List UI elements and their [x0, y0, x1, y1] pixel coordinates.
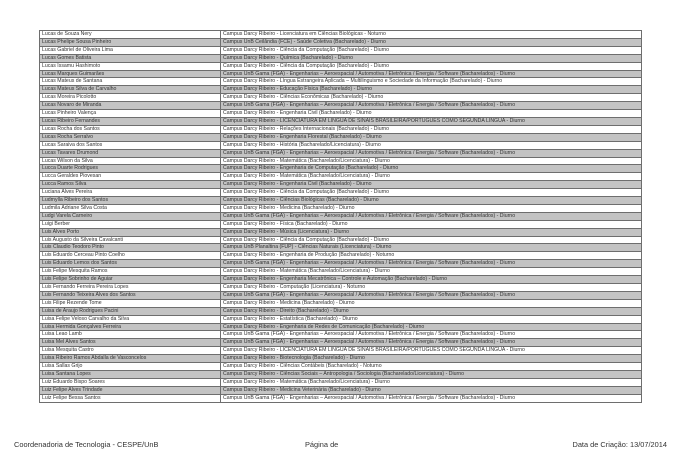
course-cell: Campus UnB Gama (FGA) - Engenharias – Aeroespacial / Automotiva / Eletrônica / Energia / Software (Bacharelados) - Diurno: [221, 260, 642, 268]
course-cell: Campus Darcy Ribeiro - LICENCIATURA EM LÍNGUA DE SINAIS BRASILEIRA/PORTUGUÊS COMO SEGUNDA LÍNGUA - Diurno: [221, 347, 642, 355]
candidate-name-cell: Lucca Duarte Rodrigues: [40, 165, 221, 173]
candidate-name-cell: Lucas Rocha Serralvo: [40, 133, 221, 141]
course-cell: Campus Darcy Ribeiro - Ciência da Computação (Bacharelado) - Diurno: [221, 46, 642, 54]
course-cell: Campus UnB Gama (FGA) - Engenharias – Aeroespacial / Automotiva / Eletrônica / Energia / Software (Bacharelados) - Diurno: [221, 339, 642, 347]
table-row: [40, 386, 642, 394]
course-cell: Campus Darcy Ribeiro - Engenharia de Computação (Bacharelado) - Diurno: [221, 165, 642, 173]
table-row: [40, 125, 642, 133]
candidate-name-cell: Luisa Felipe Veloso Carvalho da Silva: [40, 315, 221, 323]
table-row: [40, 157, 642, 165]
candidate-name-cell: Lucas Gomes Batista: [40, 54, 221, 62]
course-cell: Campus UnB Gama (FGA) - Engenharias – Aeroespacial / Automotiva / Eletrônica / Energia / Software (Bacharelados) - Diurno: [221, 102, 642, 110]
candidate-name-cell: Lucas Rocha dos Santos: [40, 125, 221, 133]
candidate-name-cell: Luiz Felipe Alves Trindade: [40, 386, 221, 394]
candidate-name-cell: Lucas de Souza Nery: [40, 31, 221, 39]
course-cell: Campus UnB Gama (FGA) - Engenharias – Aeroespacial / Automotiva / Eletrônica / Energia / Software (Bacharelados) - Diurno: [221, 291, 642, 299]
table-row: [40, 363, 642, 371]
table-row: [40, 394, 642, 402]
candidate-name-cell: Luciana Alves Pereira: [40, 189, 221, 197]
table-row: [40, 70, 642, 78]
candidate-name-cell: Lucas Wilson da Silva: [40, 157, 221, 165]
course-cell: Campus Darcy Ribeiro - Ciências Sociais – Antropologia / Sociologia (Bacharelado/Licenciatura) - Diurno: [221, 370, 642, 378]
table-row: [40, 284, 642, 292]
table-row: [40, 102, 642, 110]
course-cell: Campus Darcy Ribeiro - Licenciatura em Ciências Biológicas - Noturno: [221, 31, 642, 39]
course-cell: Campus Darcy Ribeiro - História (Bacharelado/Licenciatura) - Diurno: [221, 141, 642, 149]
table-row: [40, 347, 642, 355]
table-row: [40, 31, 642, 39]
course-cell: Campus Darcy Ribeiro - Medicina (Bacharelado) - Diurno: [221, 299, 642, 307]
table-body: [40, 31, 642, 403]
course-cell: Campus UnB Ceilândia (FCE) - Saúde Coletiva (Bacharelado) - Diurno: [221, 38, 642, 46]
course-cell: Campus Darcy Ribeiro - Medicina Veterinária (Bacharelado) - Diurno: [221, 386, 642, 394]
course-cell: Campus Darcy Ribeiro - Engenharia Mecatrônica – Controle e Automação (Bacharelado) - Diurno: [221, 276, 642, 284]
candidate-name-cell: Luis Felipe Sobrinho de Aguiar: [40, 276, 221, 284]
table-row: [40, 181, 642, 189]
table-row: [40, 212, 642, 220]
course-cell: Campus Darcy Ribeiro - Direito (Bacharelado) - Diurno: [221, 307, 642, 315]
table-row: [40, 378, 642, 386]
table-row: [40, 117, 642, 125]
candidate-name-cell: Ludmila Adriane Silva Costa: [40, 204, 221, 212]
table-row: [40, 38, 642, 46]
candidate-name-cell: Lucca Ramos Silva: [40, 181, 221, 189]
candidate-name-cell: Luisa Hermida Gonçalves Ferreira: [40, 323, 221, 331]
course-cell: Campus Darcy Ribeiro - Engenharia Florestal (Bacharelado) - Diurno: [221, 133, 642, 141]
table-row: [40, 260, 642, 268]
course-cell: Campus UnB Gama (FGA) - Engenharias – Aeroespacial / Automotiva / Eletrônica / Energia / Software (Bacharelados) - Diurno: [221, 149, 642, 157]
table-row: [40, 339, 642, 347]
candidate-name-cell: Lucas Ribeiro Fernandes: [40, 117, 221, 125]
course-cell: Campus Darcy Ribeiro - Música (Licenciatura) - Diurno: [221, 228, 642, 236]
table-row: [40, 220, 642, 228]
course-cell: Campus Darcy Ribeiro - LICENCIATURA EM LÍNGUA DE SINAIS BRASILEIRA/PORTUGUÊS COMO SEGUNDA LÍNGUA - Diurno: [221, 117, 642, 125]
course-cell: Campus Darcy Ribeiro - Língua Estrangeira Aplicada – Multilinguismo e Sociedade da Informação (Bacharelado) - Diurno: [221, 78, 642, 86]
course-cell: Campus UnB Gama (FGA) - Engenharias – Aeroespacial / Automotiva / Eletrônica / Energia / Software (Bacharelados) - Diurno: [221, 331, 642, 339]
table-row: [40, 141, 642, 149]
course-cell: Campus Darcy Ribeiro - Estatística (Bacharelado) - Diurno: [221, 315, 642, 323]
table-row: [40, 62, 642, 70]
table-row: [40, 204, 642, 212]
candidate-name-cell: Luisa Santana Lopes: [40, 370, 221, 378]
course-cell: Campus Darcy Ribeiro - Biotecnologia (Bacharelado) - Diurno: [221, 355, 642, 363]
table-row: [40, 244, 642, 252]
course-cell: Campus Darcy Ribeiro - Ciências Econômicas (Bacharelado) - Diurno: [221, 94, 642, 102]
candidate-name-cell: Luis Eduardo Cerceau Pinto Coelho: [40, 252, 221, 260]
table-row: [40, 46, 642, 54]
table-row: [40, 291, 642, 299]
table-row: [40, 355, 642, 363]
course-cell: Campus Darcy Ribeiro - Física (Bacharelado) - Diurno: [221, 220, 642, 228]
course-cell: Campus Darcy Ribeiro - Engenharia de Produção (Bacharelado) - Noturno: [221, 252, 642, 260]
table-row: [40, 86, 642, 94]
course-cell: Campus Darcy Ribeiro - Medicina (Bacharelado) - Diurno: [221, 204, 642, 212]
table-row: [40, 78, 642, 86]
candidate-name-cell: Luis Filipe Rezende Tome: [40, 299, 221, 307]
course-cell: Campus Darcy Ribeiro - Química (Bacharelado) - Diurno: [221, 54, 642, 62]
candidate-name-cell: Luis Fernando Teixeira Alves dos Santos: [40, 291, 221, 299]
course-cell: Campus UnB Planaltina (FUP) - Ciências Naturais (Licenciatura) - Diurno: [221, 244, 642, 252]
candidate-name-cell: Luisa Sallas Grijo: [40, 363, 221, 371]
candidate-name-cell: Luis Fernando Ferreira Pereira Lopes: [40, 284, 221, 292]
footer-page-number: Página de: [305, 440, 339, 449]
candidate-name-cell: Lucas Novaro de Miranda: [40, 102, 221, 110]
candidate-name-cell: Luis Claudio Teodoro Pinto: [40, 244, 221, 252]
table-row: [40, 94, 642, 102]
candidate-name-cell: Luigi Berber: [40, 220, 221, 228]
candidate-name-cell: Lucca Geraldes Piovesan: [40, 173, 221, 181]
table-row: [40, 173, 642, 181]
candidate-name-cell: Luisa Ribeiro Ramos Abdalla de Vasconcelos: [40, 355, 221, 363]
course-cell: Campus Darcy Ribeiro - Matemática (Bacharelado/Licenciatura) - Diurno: [221, 378, 642, 386]
course-cell: Campus Darcy Ribeiro - Ciência da Computação (Bacharelado) - Diurno: [221, 189, 642, 197]
course-cell: Campus Darcy Ribeiro - Relações Internacionais (Bacharelado) - Diurno: [221, 125, 642, 133]
candidate-name-cell: Lucas Mateus Silva de Carvalho: [40, 86, 221, 94]
candidate-name-cell: Luisa Mesquita Castro: [40, 347, 221, 355]
course-cell: Campus Darcy Ribeiro - Educação Física (Bacharelado) - Diurno: [221, 86, 642, 94]
table-row: [40, 236, 642, 244]
course-cell: Campus Darcy Ribeiro - Engenharia de Redes de Comunicação (Bacharelado) - Diurno: [221, 323, 642, 331]
course-cell: Campus Darcy Ribeiro - Computação (Licenciatura) - Noturno: [221, 284, 642, 292]
candidate-name-cell: Luisa de Araujo Rodrigues Pacini: [40, 307, 221, 315]
course-cell: Campus UnB Gama (FGA) - Engenharias – Aeroespacial / Automotiva / Eletrônica / Energia / Software (Bacharelados) - Diurno: [221, 394, 642, 402]
candidate-name-cell: Luiz Eduardo Bispo Soares: [40, 378, 221, 386]
table-row: [40, 228, 642, 236]
candidate-name-cell: Lucas Pinheiro Valença: [40, 110, 221, 118]
candidate-name-cell: Luis Eduardo Lemos dos Santos: [40, 260, 221, 268]
candidate-name-cell: Luiz Felipe Bessa Santos: [40, 394, 221, 402]
table-row: [40, 133, 642, 141]
candidate-name-cell: Luis Felipe Mesquita Ramos: [40, 268, 221, 276]
course-cell: Campus Darcy Ribeiro - Engenharia Civil (Bacharelado) - Diurno: [221, 110, 642, 118]
table-row: [40, 307, 642, 315]
table-row: [40, 189, 642, 197]
table-row: [40, 149, 642, 157]
candidate-name-cell: Luis Alves Porto: [40, 228, 221, 236]
candidate-name-cell: Luis Augusto da Silveira Cavalcanti: [40, 236, 221, 244]
candidate-name-cell: Lucas Issamu Hashimoto: [40, 62, 221, 70]
course-cell: Campus UnB Gama (FGA) - Engenharias – Aeroespacial / Automotiva / Eletrônica / Energia / Software (Bacharelados) - Diurno: [221, 70, 642, 78]
candidate-name-cell: Lucas Gabriel de Oliveira Lima: [40, 46, 221, 54]
course-cell: Campus Darcy Ribeiro - Matemática (Bacharelado/Licenciatura) - Diurno: [221, 268, 642, 276]
table-row: [40, 315, 642, 323]
course-cell: Campus Darcy Ribeiro - Ciência da Computação (Bacharelado) - Diurno: [221, 62, 642, 70]
candidate-table: [39, 30, 642, 403]
course-cell: Campus Darcy Ribeiro - Ciência da Computação (Bacharelado) - Diurno: [221, 236, 642, 244]
course-cell: Campus UnB Gama (FGA) - Engenharias – Aeroespacial / Automotiva / Eletrônica / Energia / Software (Bacharelados) - Diurno: [221, 212, 642, 220]
table-row: [40, 331, 642, 339]
candidate-name-cell: Lucas Phelipe Sousa Pinheiro: [40, 38, 221, 46]
table-row: [40, 370, 642, 378]
table-row: [40, 54, 642, 62]
course-cell: Campus Darcy Ribeiro - Matemática (Bacharelado/Licenciatura) - Diurno: [221, 157, 642, 165]
candidate-name-cell: Luisa Leao Lamb: [40, 331, 221, 339]
course-cell: Campus Darcy Ribeiro - Ciências Biológicas (Bacharelado) - Diurno: [221, 197, 642, 205]
table-row: [40, 268, 642, 276]
candidate-name-cell: Ludmylla Ribeiro dos Santos: [40, 197, 221, 205]
candidate-name-cell: Lucas Mateus de Santana: [40, 78, 221, 86]
candidate-name-cell: Lucas Saraiva dos Santos: [40, 141, 221, 149]
table-row: [40, 165, 642, 173]
candidate-name-cell: Lucas Tavares Drumond: [40, 149, 221, 157]
footer-organization: Coordenadoria de Tecnologia - CESPE/UnB: [14, 440, 159, 449]
table-row: [40, 299, 642, 307]
candidate-name-cell: Lucas Marques Guimarães: [40, 70, 221, 78]
course-cell: Campus Darcy Ribeiro - Ciências Contábeis (Bacharelado) - Noturno: [221, 363, 642, 371]
table-row: [40, 110, 642, 118]
table-row: [40, 197, 642, 205]
course-cell: Campus Darcy Ribeiro - Matemática (Bacharelado/Licenciatura) - Diurno: [221, 173, 642, 181]
candidate-name-cell: Lucas Moreira Picolotto: [40, 94, 221, 102]
candidate-name-cell: Luisa Mel Alves Santos: [40, 339, 221, 347]
table-row: [40, 252, 642, 260]
course-cell: Campus Darcy Ribeiro - Engenharia Civil (Bacharelado) - Diurno: [221, 181, 642, 189]
footer-creation-date: Data de Criação: 13/07/2014: [572, 440, 667, 449]
candidate-name-cell: Ludgi Varela Carneiro: [40, 212, 221, 220]
table-row: [40, 276, 642, 284]
table-row: [40, 323, 642, 331]
